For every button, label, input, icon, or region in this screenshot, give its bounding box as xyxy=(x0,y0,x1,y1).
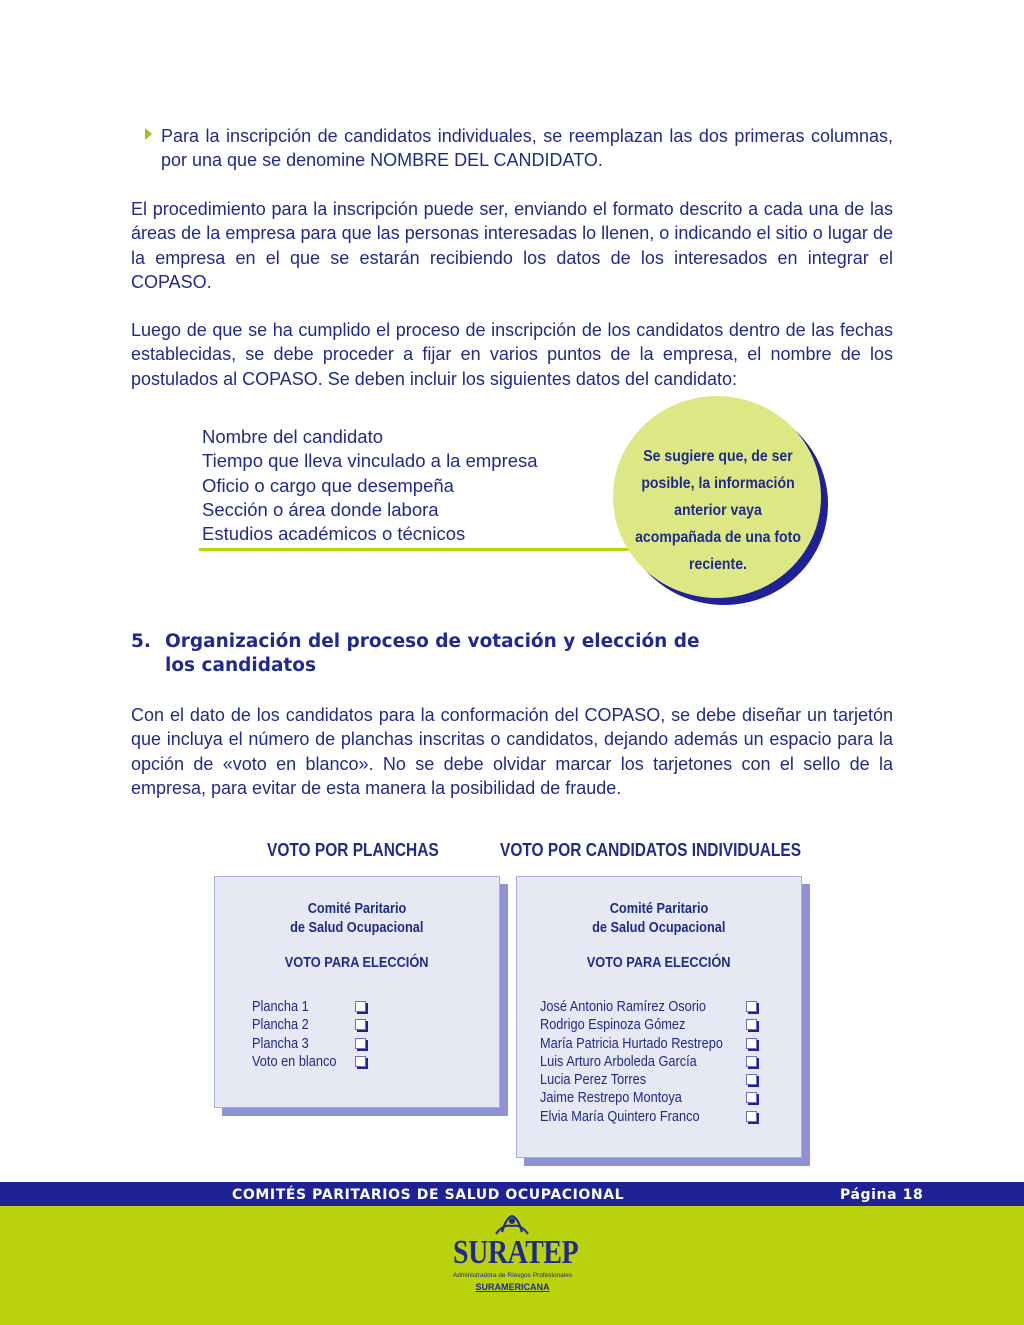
committee-title xyxy=(215,900,499,937)
ballot-card-planchas xyxy=(214,876,500,1108)
list-underline xyxy=(199,548,629,551)
ballot-option xyxy=(540,998,770,1016)
option-label: Plancha 2 xyxy=(252,1017,309,1034)
bullet-item xyxy=(145,124,893,173)
ballot-option xyxy=(252,998,377,1016)
option-label: Luis Arturo Arboleda García xyxy=(540,1053,697,1070)
option-label: María Patricia Hurtado Restrepo xyxy=(540,1035,723,1052)
committee-line1: Comité Paritario xyxy=(307,901,407,917)
list-item: Nombre del candidato xyxy=(202,426,383,447)
suratep-logo xyxy=(440,1212,585,1302)
bullet-arrow-icon xyxy=(145,128,152,140)
option-list xyxy=(252,998,377,1071)
list-item: Tiempo que lleva vinculado a la empresa xyxy=(202,450,538,472)
ballot-option xyxy=(252,1035,377,1053)
committee-line2: de Salud Ocupacional xyxy=(592,919,726,936)
option-label: Plancha 3 xyxy=(252,1035,309,1052)
option-label: Rodrigo Espinoza Gómez xyxy=(540,1017,686,1034)
candidate-data-list xyxy=(202,425,538,546)
callout-text: Se sugiere que, de ser posible, la información anterior vaya acompañada de una foto reciente. xyxy=(635,448,801,573)
logo-subtitle: Administradora de Riesgos Profesionales xyxy=(452,1272,573,1279)
checkbox[interactable] xyxy=(746,1001,757,1012)
checkbox[interactable] xyxy=(355,1001,366,1012)
checkbox[interactable] xyxy=(355,1019,366,1030)
ballot-heading-planchas: VOTO POR PLANCHAS xyxy=(267,840,439,860)
vote-title-text: VOTO PARA ELECCIÓN xyxy=(285,955,429,971)
ballot-heading-individuales: VOTO POR CANDIDATOS INDIVIDUALES xyxy=(500,840,802,860)
ballot-option xyxy=(540,1108,770,1126)
option-label: José Antonio Ramírez Osorio xyxy=(540,999,706,1015)
footer-title: COMITÉS PARITARIOS DE SALUD OCUPACIONAL xyxy=(232,1187,625,1203)
list-item: Oficio o cargo que desempeña xyxy=(202,474,454,496)
vote-title xyxy=(517,954,801,973)
committee-line2: de Salud Ocupacional xyxy=(290,919,424,936)
ballot-option xyxy=(252,1016,377,1034)
checkbox[interactable] xyxy=(746,1092,757,1103)
section-title-line1: Organización del proceso de votación y elección de xyxy=(165,631,700,652)
option-label: Lucia Perez Torres xyxy=(540,1072,647,1089)
ballot-option xyxy=(540,1053,770,1071)
checkbox[interactable] xyxy=(355,1056,366,1067)
ballot-option xyxy=(252,1053,377,1071)
logo-brand: SURAMERICANA xyxy=(475,1282,550,1292)
section-heading xyxy=(131,630,700,678)
ballot-option xyxy=(540,1035,770,1053)
option-label: Voto en blanco xyxy=(252,1053,337,1070)
committee-line1: Comité Paritario xyxy=(609,901,709,917)
ballot-card-individuales xyxy=(516,876,802,1158)
option-list xyxy=(540,998,770,1126)
checkbox[interactable] xyxy=(746,1074,757,1085)
checkbox[interactable] xyxy=(746,1056,757,1067)
bullet-text: Para la inscripción de candidatos individuales, se reemplazan las dos primeras columnas, por una que se denomine NOMBRE DEL CANDIDATO. xyxy=(161,126,893,171)
checkbox[interactable] xyxy=(746,1019,757,1030)
paragraph-procedimiento: El procedimiento para la inscripción puede ser, enviando el formato descrito a cada una de las áreas de la empresa para que las personas interesadas lo llenen, o indicando el sitio o lugar de la empresa en el que se estarán recibiendo los datos de los interesados en integrar el COPASO. xyxy=(131,199,893,292)
list-item: Sección o área donde labora xyxy=(202,498,439,520)
ballot-option xyxy=(540,1016,770,1034)
paragraph-luego: Luego de que se ha cumplido el proceso de inscripción de los candidatos dentro de las fechas establecidas, se debe proceder a fijar en varios puntos de la empresa, el nombre de los postulados al COPASO. Se deben incluir los siguientes datos del candidato: xyxy=(131,320,893,389)
ballot-option xyxy=(540,1071,770,1089)
vote-title xyxy=(215,954,499,973)
checkbox[interactable] xyxy=(746,1111,757,1122)
paragraph-tarjeton: Con el dato de los candidatos para la conformación del COPASO, se debe diseñar un tarjetón que incluya el número de planchas inscritas o candidatos, dejando además un espacio para la opción de «voto en blanco». No se debe olvidar marcar los tarjetones con el sello de la empresa, para evitar de esta manera la posibilidad de fraude. xyxy=(131,705,893,798)
option-label: Elvia María Quintero Franco xyxy=(540,1108,700,1125)
checkbox[interactable] xyxy=(355,1038,366,1049)
logo-name: SURATEP xyxy=(453,1234,579,1271)
ballot-option xyxy=(540,1089,770,1107)
committee-title xyxy=(517,900,801,937)
checkbox[interactable] xyxy=(746,1038,757,1049)
option-label: Plancha 1 xyxy=(252,999,309,1015)
list-item: Estudios académicos o técnicos xyxy=(202,523,466,545)
page-number: Página 18 xyxy=(840,1187,924,1203)
section-number: 5. xyxy=(131,631,151,652)
vote-title-text: VOTO PARA ELECCIÓN xyxy=(587,955,731,971)
option-label: Jaime Restrepo Montoya xyxy=(540,1090,682,1107)
section-title-line2: los candidatos xyxy=(165,655,316,676)
